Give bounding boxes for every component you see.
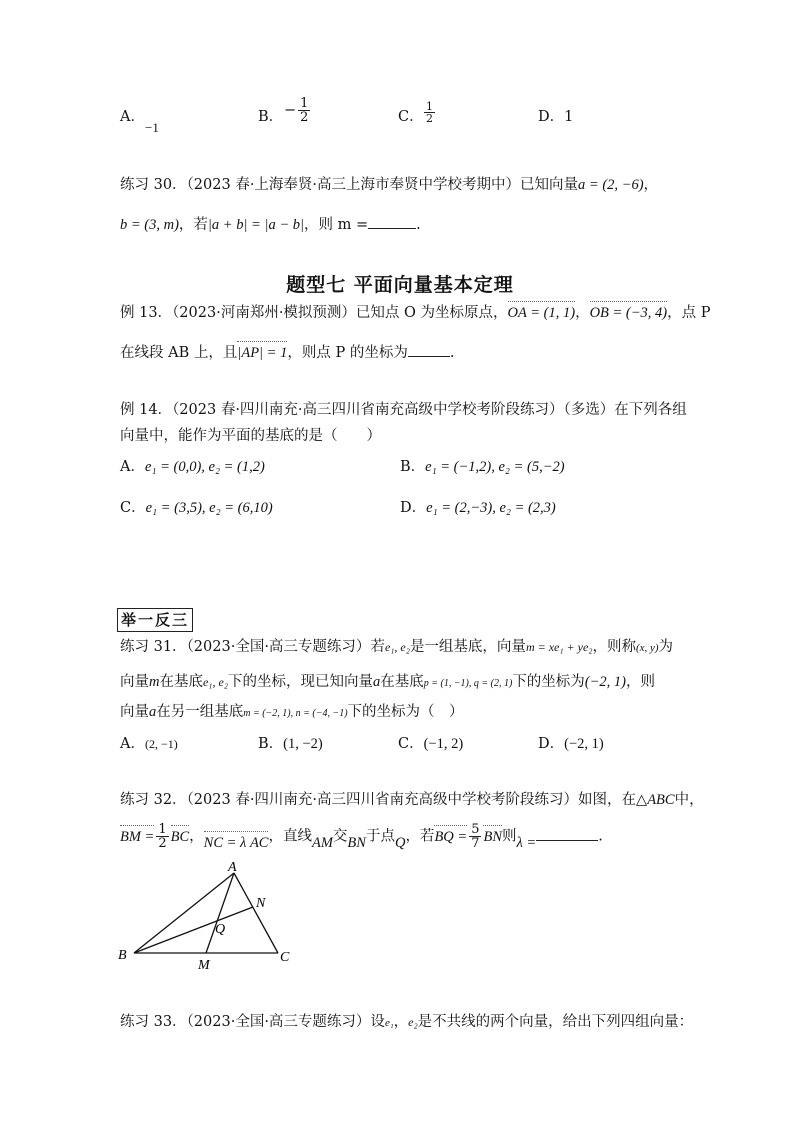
exercise-31-line2: 向量m在基底e₁, e₂下的坐标，现已知向量a在基底p = (1, −1), q = (2, 1)下的坐标为(−2, 1)，则 (120, 674, 656, 690)
exercise-31-line1: 练习 31．（2023·全国·高三专题练习）若e₁, e₂是一组基底，向量m = xe₁ + ye₂，则称(x, y)为 (120, 639, 674, 655)
example-13-line1: 例 13．（2023·河南郑州·模拟预测）已知点 O 为坐标原点，OA = (1, 1)，OB = (−3, 4)，点 P (120, 305, 711, 321)
ex31-option-a: A．(2, −1) (120, 736, 178, 752)
option-c-label: C． (398, 109, 424, 125)
ex31-option-d: D．(−2, 1) (538, 736, 604, 752)
label-a: A (228, 860, 237, 875)
ex31-option-c: C．(−1, 2) (398, 736, 464, 752)
label-n: N (256, 896, 266, 911)
ex14-option-c: C．e₁ = (3,5), e₂ = (6,10) (120, 500, 273, 516)
side-ac (234, 873, 278, 953)
label-b: B (118, 948, 127, 963)
exercise-32-line2: BM = $\frac{1}{2}$ BC，NC = λ AC，直线AM交BN于点Q，若BQ = $\frac{5}{7}$ BN则λ = . (120, 822, 603, 851)
option-b-value: − $\frac{1}{2}$ (284, 96, 309, 125)
practice-box-title: 举一反三 (117, 608, 193, 632)
option-d: D．1 (538, 109, 574, 125)
option-a-label: A． (120, 109, 145, 125)
answer-blank (408, 342, 450, 357)
label-m: M (198, 958, 210, 973)
ex31-option-b: B．(1, −2) (258, 736, 323, 752)
exercise-32-line1: 练习 32．（2023 春·四川南充·高三四川省南充高级中学校考阶段练习）如图，在△ABC中， (120, 792, 704, 808)
example-14-line1: 例 14．（2023 春·四川南充·高三四川省南充高级中学校考阶段练习）（多选）在下列各组 (120, 402, 687, 418)
triangle-figure (110, 855, 310, 975)
exercise-33-line1: 练习 33．（2023·全国·高三专题练习）设e₁，e₂是不共线的两个向量，给出下列四组向量： (120, 1014, 694, 1030)
side-ab (134, 873, 234, 953)
ex14-option-b: B．e₁ = (−1,2), e₂ = (5,−2) (400, 459, 565, 475)
example-13-line2: 在线段 AB 上，且|AP| = 1，则点 P 的坐标为 . (120, 342, 454, 363)
exercise-30-line1: 练习 30．（2023 春·上海奉贤·高三上海市奉贤中学校考期中）已知向量a = (2, −6)， (120, 177, 659, 193)
exercise-30-line2: b = (3, m)，若|a + b| = |a − b|，则 m = . (120, 214, 421, 235)
ex14-option-d: D．e₁ = (2,−3), e₂ = (2,3) (400, 500, 556, 516)
ex14-option-a: A．e₁ = (0,0), e₂ = (1,2) (120, 459, 265, 475)
label-q: Q (215, 922, 226, 937)
exercise-31-line3: 向量a在另一组基底m = (−2, 1), n = (−4, −1)下的坐标为（ ） (120, 704, 464, 720)
section-heading: 题型七 平面向量基本定理 (286, 274, 514, 296)
fraction: $\frac{1}{2}$ (300, 96, 309, 125)
fraction: $\frac{1}{2}$ (426, 100, 433, 125)
segment-bn (134, 907, 253, 953)
option-c-value (422, 101, 437, 124)
fraction: $\frac{1}{2}$ (158, 822, 167, 851)
example-14-line2: 向量中，能作为平面的基底的是（ ） (120, 428, 381, 444)
label-c: C (280, 950, 290, 965)
answer-blank (368, 214, 416, 229)
option-a-value: −1 (145, 120, 159, 135)
answer-blank (536, 826, 598, 841)
fraction: $\frac{5}{7}$ (471, 822, 480, 851)
option-b-label: B． (258, 109, 284, 125)
